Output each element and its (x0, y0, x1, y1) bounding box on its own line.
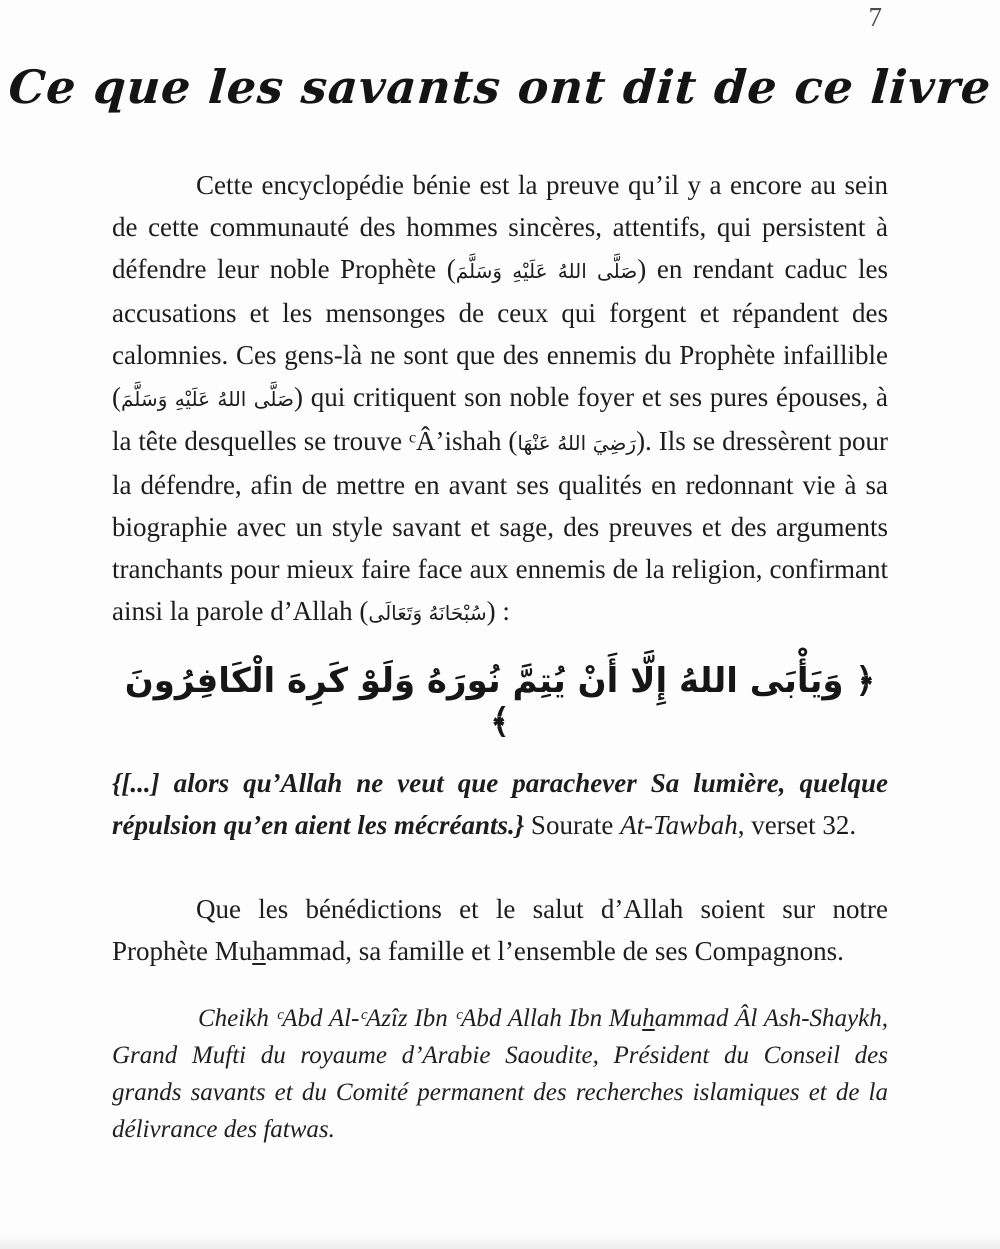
paragraph-intro (112, 164, 888, 634)
honorific-subhanahu-wa-taala: سُبْحَانَهُ وَتَعَالَى (368, 601, 487, 625)
blessing-text-2: ammad, sa famille et l’ensemble de ses Compagnons. (265, 936, 844, 966)
quran-verse-arabic: ﴿ وَيَأْبَى اللهُ إِلَّا أَنْ يُتِمَّ نُورَهُ وَلَوْ كَرِهَ الْكَافِرُونَ ﴾ (124, 661, 876, 742)
translation-source-name: At-Tawbah (620, 810, 738, 840)
translation-source-prefix: Sourate (524, 810, 621, 840)
citation-underlined-h: h (642, 1005, 655, 1032)
intro-text-4: ). Ils se dressèrent pour la défendre, afin de mettre en avant ses qualités en redonnant vie à sa biographie avec un style savant et sage, des preuves et des arguments tranchants pour mieux faire face aux ennemis de la religion, confirmant ainsi la parole d’Allah ( (112, 426, 888, 626)
text-column (0, 164, 1000, 1148)
paragraph-blessing (112, 888, 888, 972)
intro-text-2: ) en rendant caduc les accusations et les mensonges de ceux qui forgent et répandent des calomnies. Ces gens-là ne sont que des ennemis du Prophète infaillible ( (112, 254, 889, 412)
honorific-salla-allahu-alayhi-wa-sallam-1: صَلَّى اللهُ عَلَيْهِ وَسَلَّمَ (455, 259, 638, 283)
blessing-underlined-h: h (252, 936, 266, 966)
page-number: 7 (868, 2, 882, 32)
honorific-salla-allahu-alayhi-wa-sallam-2: صَلَّى اللهُ عَلَيْهِ وَسَلَّمَ (121, 387, 294, 411)
page-title: Ce que les savants ont dit de ce livre (6, 60, 994, 114)
translation-source-rest: , verset 32. (737, 810, 857, 840)
verse-translation (112, 762, 888, 846)
blessing-text-1: Que les bénédictions et le salut d’Allah soient sur notre Prophète Mu (112, 894, 888, 966)
honorific-radiya-allahu-anha: رَضِيَ اللهُ عَنْهَا (517, 431, 637, 455)
citation-text-2: ammad Âl Ash-Shaykh, Grand Mufti du royaume d’Arabie Saoudite, Président du Conseil des grands savants et du Comité permanent des recherches islamiques et de la délivrance des fatwas. (112, 1005, 888, 1143)
citation-text-1: Cheikh ᶜAbd Al-ᶜAzîz Ibn ᶜAbd Allah Ibn Mu (198, 1005, 643, 1032)
paragraph-citation (112, 1000, 888, 1148)
intro-text-3: ) qui critiquent son noble foyer et ses pures épouses, à la tête desquelles se trouve ᶜÂ’ishah ( (112, 382, 888, 456)
page-bottom-shadow (0, 1236, 1000, 1249)
intro-text-5: ) : (486, 596, 510, 626)
intro-text-1: Cette encyclopédie bénie est la preuve qu’il y a encore au sein de cette communauté des hommes sincères, attentifs, qui persistent à défendre leur noble Prophète ( (112, 170, 888, 284)
translation-quote: {[...] alors qu’Allah ne veut que parachever Sa lumière, quelque répulsion qu’en aient les mécréants.} (112, 768, 888, 840)
